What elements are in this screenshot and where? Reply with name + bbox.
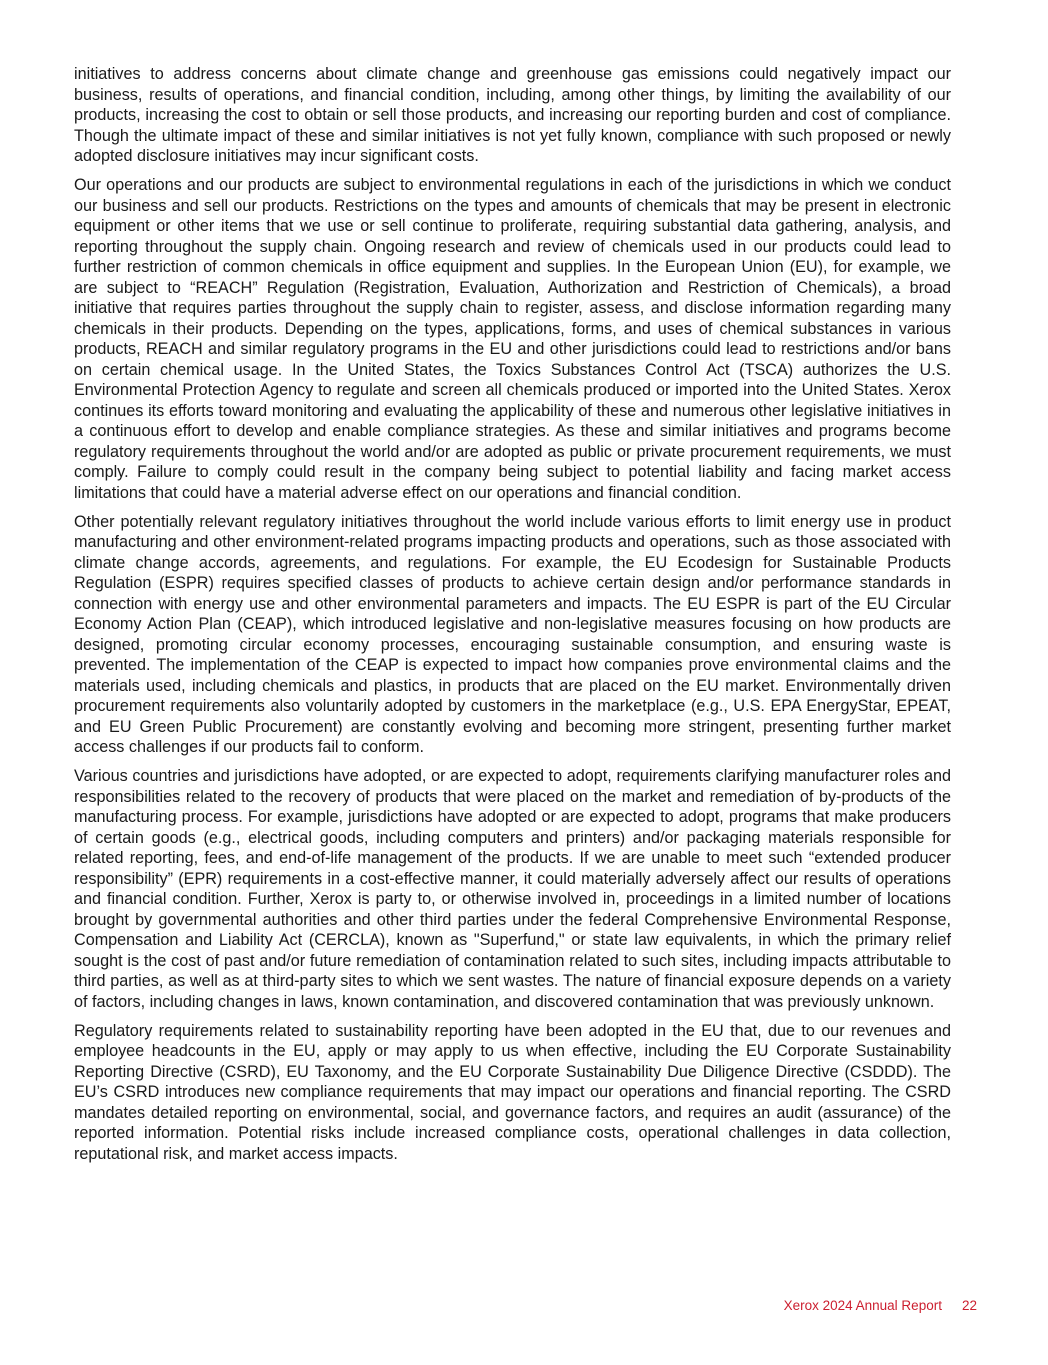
paragraph-climate-initiatives: initiatives to address concerns about climate change and greenhouse gas emissions could negatively impact our business, results of operations, and financial condition, including, among other things, by limiting the availability of our products, increasing the cost to obtain or sell those products, and increasing our reporting burden and cost of compliance. Though the ultimate impact of these and similar initiatives is not yet fully known, compliance with such proposed or newly adopted disclosure initiatives may incur significant costs. xyxy=(74,65,951,165)
page-footer xyxy=(784,1298,977,1314)
paragraph-environmental-regulations: Our operations and our products are subject to environmental regulations in each of the jurisdictions in which we conduct our business and sell our products. Restrictions on the types and amounts of chemicals that may be present in electronic equipment or other items that we use or sell continue to proliferate, requiring substantial data gathering, analysis, and reporting throughout the supply chain. Ongoing research and review of chemicals used in our products could lead to further restriction of common chemicals in office equipment and supplies. In the European Union (EU), for example, we are subject to “REACH” Regulation (Registration, Evaluation, Authorization and Restriction of Chemicals), a broad initiative that requires parties throughout the supply chain to register, assess, and disclose information regarding many chemicals in their products. Depending on the types, applications, forms, and uses of chemical substances in various products, REACH and similar regulatory programs in the EU and other jurisdictions could lead to restrictions and/or bans on certain chemical usage. In the United States, the Toxics Substances Control Act (TSCA) authorizes the U.S. Environmental Protection Agency to regulate and screen all chemicals produced or imported into the United States. Xerox continues its efforts toward monitoring and evaluating the applicability of these and numerous other legislative initiatives in a continuous effort to develop and enable compliance strategies. As these and similar initiatives and programs become regulatory requirements throughout the world and/or are adopted as public or private procurement requirements, we must comply. Failure to comply could result in the company being subject to potential liability and facing market access limitations that could have a material adverse effect on our operations and financial condition. xyxy=(74,176,951,502)
paragraph-energy-and-circular-economy: Other potentially relevant regulatory initiatives throughout the world include various efforts to limit energy use in product manufacturing and other environment-related programs impacting products and operations, such as those associated with climate change accords, agreements, and regulations. For example, the EU Ecodesign for Sustainable Products Regulation (ESPR) requires specified classes of products to achieve certain design and/or performance standards in connection with energy use and other environmental parameters and impacts. The EU ESPR is part of the EU Circular Economy Action Plan (CEAP), which introduced legislative and non-legislative measures focusing on how products are designed, promoting circular economy processes, encouraging sustainable consumption, and ensuring waste is prevented. The implementation of the CEAP is expected to impact how companies prove environmental claims and the materials used, including chemicals and plastics, in products that are placed on the EU market. Environmentally driven procurement requirements also voluntarily adopted by customers in the marketplace (e.g., U.S. EPA EnergyStar, EPEAT, and EU Green Public Procurement) are constantly evolving and becoming more stringent, presenting further market access challenges if our products fail to conform. xyxy=(74,512,951,756)
footer-report-title: Xerox 2024 Annual Report xyxy=(783,1298,942,1313)
document-body xyxy=(74,64,951,1173)
footer-page-number: 22 xyxy=(961,1298,977,1313)
paragraph-sustainability-reporting: Regulatory requirements related to sustainability reporting have been adopted in the EU that, due to our revenues and employee headcounts in the EU, apply or may apply to us when effective, including the EU Corporate Sustainability Reporting Directive (CSRD), EU Taxonomy, and the EU Corporate Sustainability Due Diligence Directive (CSDDD). The EU’s CSRD introduces new compliance requirements that may impact our operations and financial reporting. The CSRD mandates detailed reporting on environmental, social, and governance factors, and requires an audit (assurance) of the reported information. Potential risks include increased compliance costs, operational challenges in data collection, reputational risk, and market access impacts. xyxy=(74,1021,951,1163)
paragraph-producer-responsibility: Various countries and jurisdictions have adopted, or are expected to adopt, requirements clarifying manufacturer roles and responsibilities related to the recovery of products that were placed on the market and remediation of by-products of the manufacturing process. For example, jurisdictions have adopted or are expected to adopt, programs that make producers of certain goods (e.g., electrical goods, including computers and printers) and/or packaging materials responsible for related reporting, fees, and end-of-life management of the products. If we are unable to meet such “extended producer responsibility” (EPR) requirements in a cost-effective manner, it could materially adversely affect our results of operations and financial condition. Further, Xerox is party to, or otherwise involved in, proceedings in a limited number of locations brought by governmental authorities and other third parties under the federal Comprehensive Environmental Response, Compensation and Liability Act (CERCLA), known as "Superfund," or state law equivalents, in which the primary relief sought is the cost of past and/or future remediation of contamination related to such sites, including impacts attributable to third parties, as well as at third-party sites to which we sent wastes. The nature of financial exposure depends on a variety of factors, including changes in laws, known contamination, and discovered contamination that was previously unknown. xyxy=(74,767,951,1011)
